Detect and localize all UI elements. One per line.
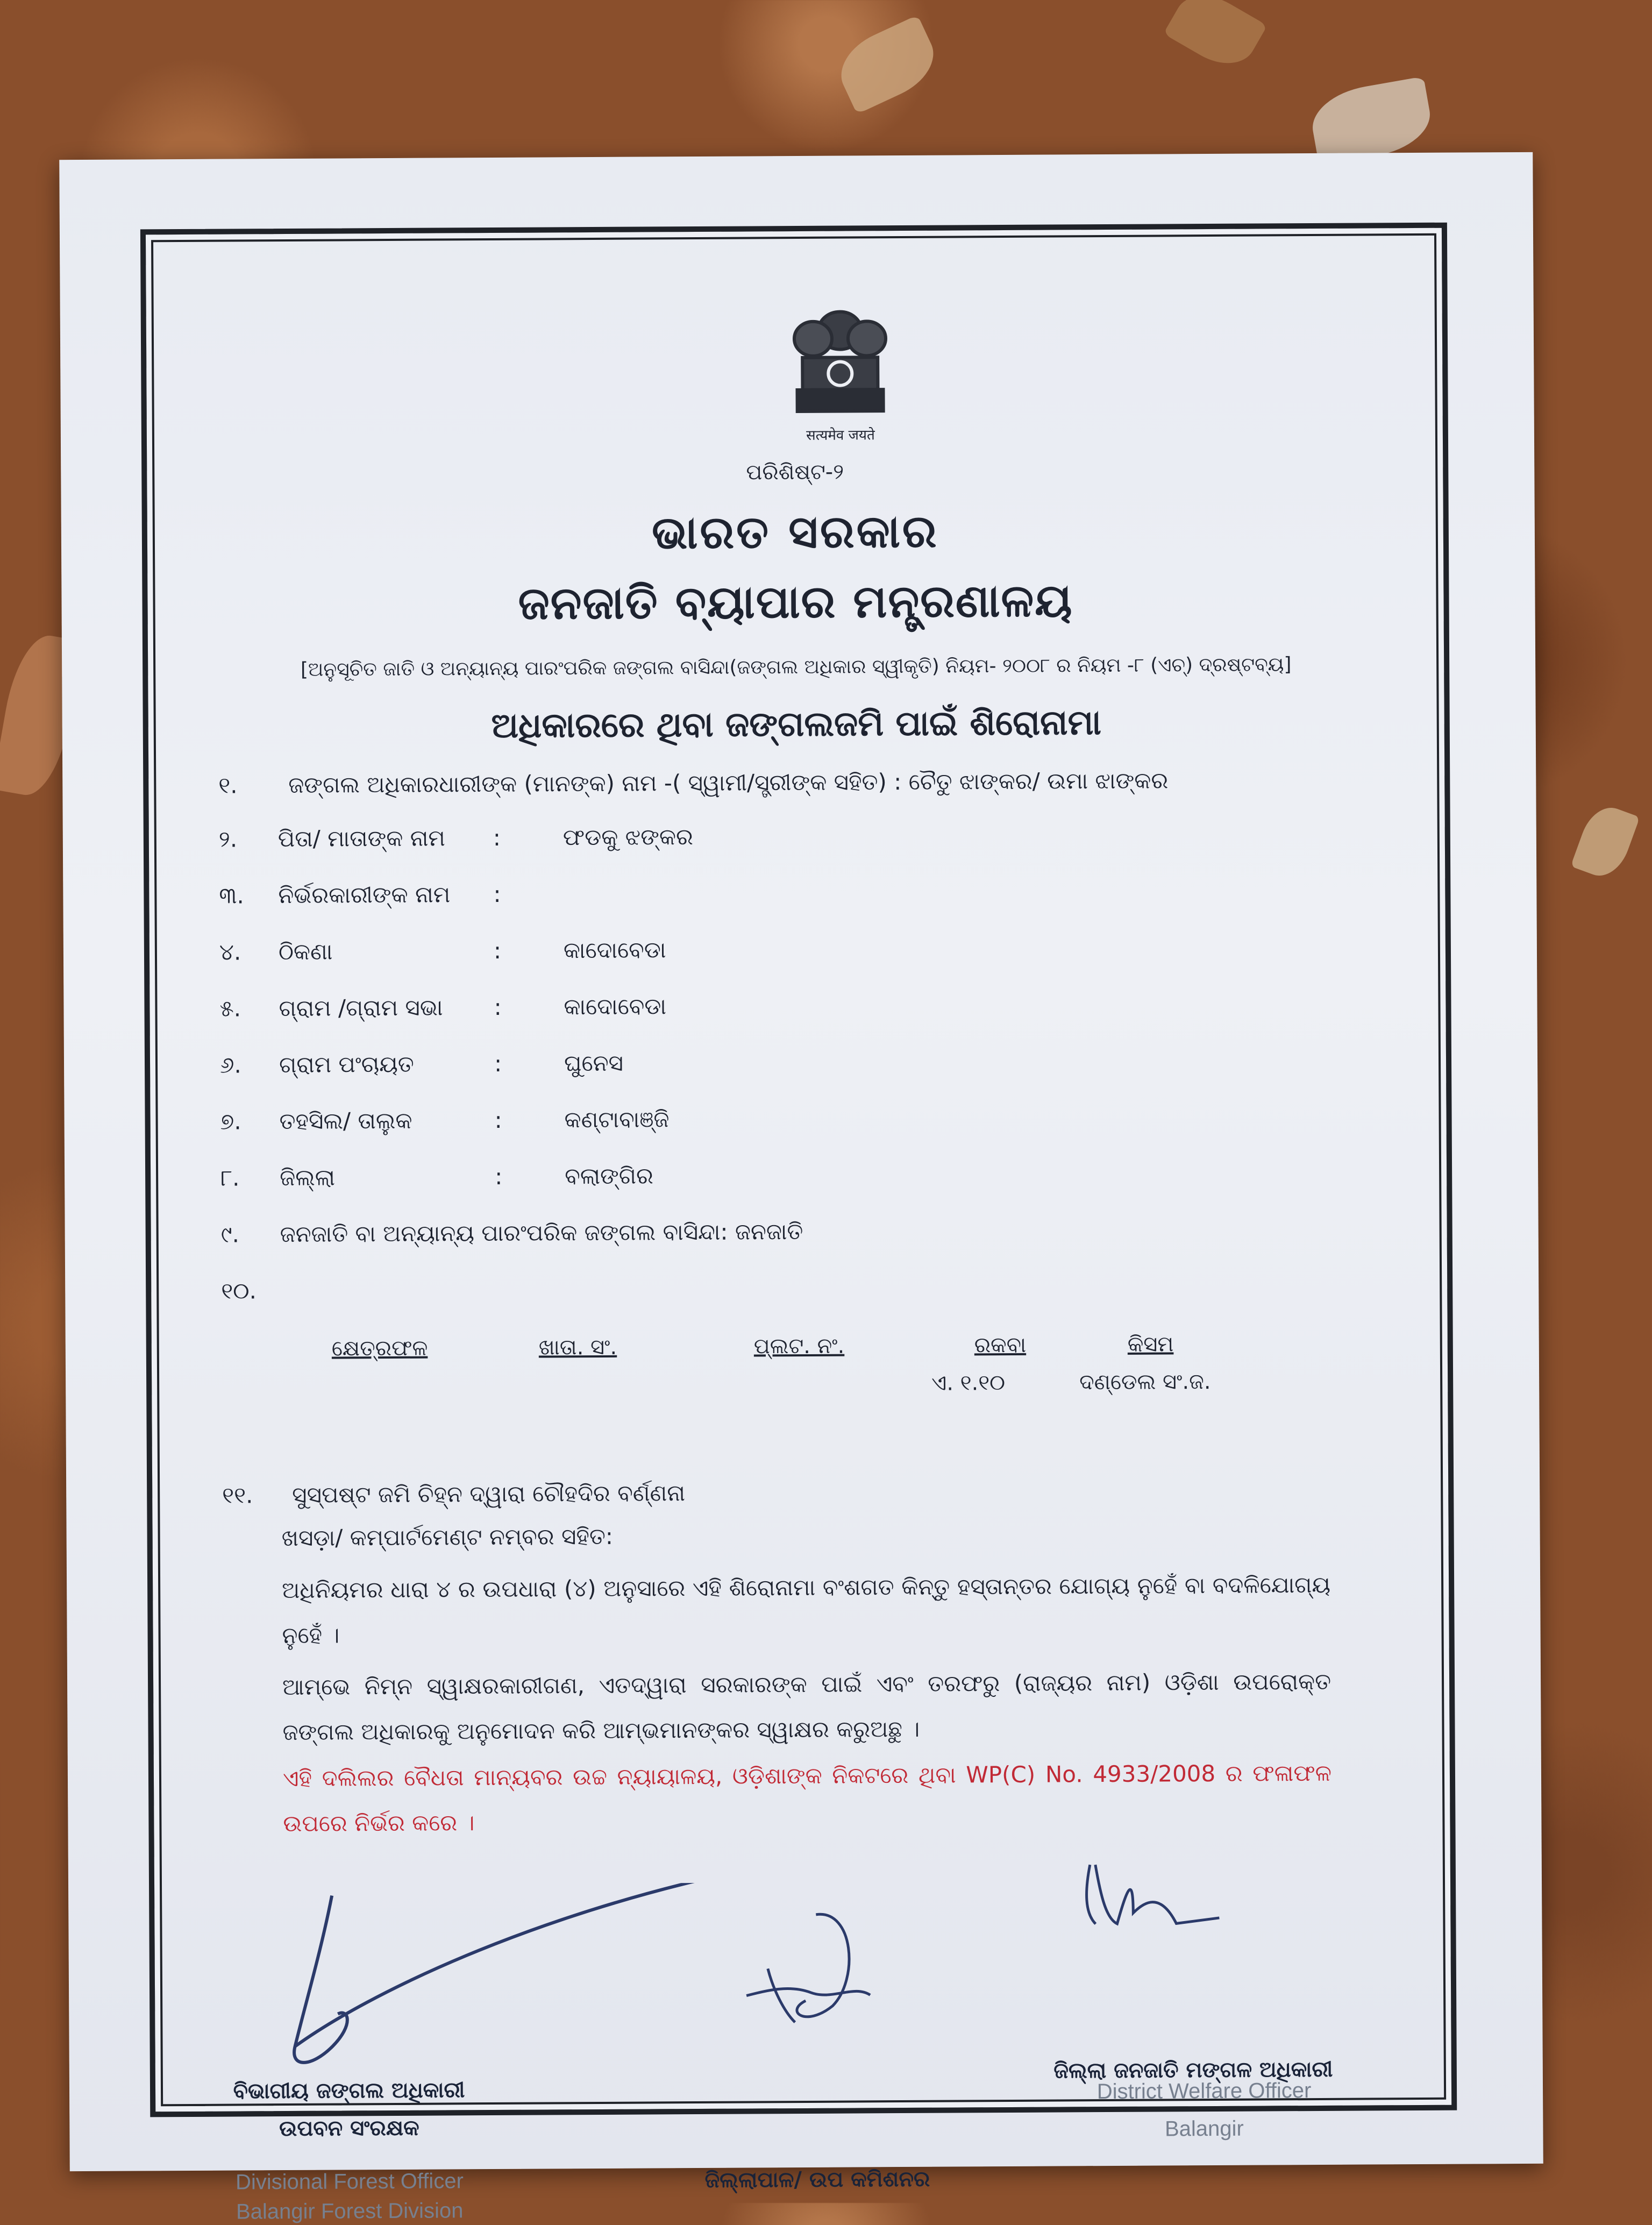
dry-leaf [830, 15, 945, 115]
field-value: ବଲାଙ୍ଗିର [565, 1162, 653, 1190]
field-value: କାଦୋବେଡା [564, 936, 666, 964]
government-title: ଭାରତ ସରକାର [147, 502, 1443, 563]
dwo-stamp-line: District Welfare Officer [1016, 2078, 1392, 2105]
table-cell: ଦଣ୍ଡେଲ ସଂ.ଜ. [1079, 1369, 1211, 1395]
field-value: କଣ୍ଟାବାଞ୍ଜି [564, 1106, 669, 1133]
field-label: ନିର୍ଭରକାରୀଙ୍କ ନାମ [278, 881, 450, 909]
field-number: ୫. [219, 995, 241, 1022]
emblem-motto: सत्यमेव जयते [787, 424, 894, 444]
field-value: ଫଡକୁ ଝଙ୍କର [563, 823, 693, 851]
field-value: କାଦୋବେଡା [564, 993, 666, 1020]
field-colon: : [494, 994, 501, 1020]
field-colon: : [493, 881, 501, 907]
section-paragraph: ଆମ୍ଭେ ନିମ୍ନ ସ୍ୱାକ୍ଷରକାରୀଗଣ, ଏତଦ୍ୱାରା ସରକାରଙ୍କ ପାଇଁ ଏବଂ ତରଫରୁ (ରାଜ୍ୟର ନାମ) ଓଡ଼ିଶା ଉପରୋକ୍ତ ଜଙ୍ଗଲ ଅଧିକାରକୁ ଅନୁମୋଦନ କରି ଆମ୍ଭମାନଙ୍କର ସ୍ୱାକ୍ଷର କରୁଅଛୁ । [282, 1659, 1331, 1755]
document-body [146, 228, 1442, 235]
field-label: ଜିଲ୍ଲା [280, 1164, 335, 1192]
fields-list [218, 766, 1377, 1310]
national-emblem-icon [770, 298, 910, 422]
field-label: ପିତା/ ମାତାଙ୍କ ନାମ [278, 824, 445, 852]
table-header: ଖାତା. ସଂ. [539, 1335, 617, 1360]
field-colon: : [495, 1163, 502, 1190]
dwo-stamp-line: Balangir [1016, 2116, 1392, 2142]
field-label: ଜଙ୍ଗଲ ଅଧିକାରଧାରୀଙ୍କ (ମାନଙ୍କ) ନାମ -( ସ୍ୱାମୀ/ସ୍ତ୍ରୀଙ୍କ ସହିତ) : ଚୈତୁ ଝାଙ୍କର/ ଉମା ଝାଙ୍କର [288, 767, 1168, 799]
signature-dwo [1069, 1853, 1230, 1940]
ministry-title: ଜନଜାତି ବ୍ୟାପାର ମନ୍ତ୍ରଣାଳୟ [147, 572, 1443, 632]
field-number: ୬. [220, 1051, 241, 1078]
section-paragraph: ଅଧିନିୟମର ଧାରା ୪ ର ଉପଧାରା (୪) ଅନୁସାରେ ଏହି ଶିରୋନାମା ବଂଶଗତ କିନ୍ତୁ ହସ୍ତାନ୍ତର ଯୋଗ୍ୟ ନୁହେଁ ବା ବଦଳିଯୋଗ୍ୟ ନୁହେଁ । [282, 1562, 1331, 1658]
field-value: ଘୁନେସ [564, 1050, 623, 1077]
field-label: ତହସିଲ/ ତାଲୁକ [279, 1107, 412, 1135]
field-number: ୧୦. [221, 1277, 257, 1304]
field-number: ୭. [220, 1108, 241, 1135]
field-number: ୩. [219, 882, 244, 909]
field-number: ୮. [220, 1164, 240, 1191]
document-border [140, 223, 1457, 2117]
field-colon: : [494, 937, 501, 964]
rule-reference: [ଅନୁସୂଚିତ ଜାତି ଓ ଅନ୍ୟାନ୍ୟ ପାରଂପରିକ ଜଙ୍ଗଲ ବାସିନ୍ଦା(ଜଙ୍ଗଲ ଅଧିକାର ସ୍ୱୀକୃତି) ନିୟମ- ୨୦୦୮ ର ନିୟମ -୮ (ଏଚ୍) ଦ୍ରଷ୍ଟବ୍ୟ] [148, 653, 1444, 683]
section-heading: ସୁସ୍ପଷ୍ଟ ଜମି ଚିହ୍ନ ଦ୍ୱାରା ଚୌହଦିର ବର୍ଣ୍ଣନା [292, 1480, 685, 1514]
table-cell: ଏ. ୧.୧୦ [931, 1370, 1005, 1396]
dfo-stamp-line: Divisional Forest Officer [188, 2169, 511, 2195]
section-number: ୧୧. [222, 1482, 253, 1514]
collector-title-odia: ଜିଲ୍ଲାପାଳ/ ଉପ କମିଶନର [629, 2166, 1006, 2193]
document-title: ଅଧିକାରରେ ଥିବା ଜଙ୍ଗଲଜମି ପାଇଁ ଶିରୋନାମା [148, 701, 1444, 748]
dwo-title-odia: ଜିଲ୍ଲା ଜନଜାତି ମଙ୍ଗଳ ଅଧିକାରୀ [1005, 2057, 1382, 2084]
table-header: ରକବା [974, 1333, 1027, 1358]
certificate-paper [59, 152, 1543, 2171]
field-number: ୪. [219, 939, 241, 965]
dry-leaf [1163, 0, 1268, 77]
acf-title-odia: ଉପବନ ସଂରକ୍ଷକ [188, 2115, 510, 2142]
field-number: ୧. [218, 772, 237, 799]
table-header: କିସମ [1128, 1332, 1174, 1356]
field-colon: : [494, 1050, 502, 1077]
dfo-stamp-line: Balangir Forest Division [188, 2199, 511, 2224]
field-label: ଜନଜାତି ବା ଅନ୍ୟାନ୍ୟ ପାରଂପରିକ ଜଙ୍ଗଲ ବାସିନ୍ଦା: ଜନଜାତି [280, 1218, 803, 1248]
section-subheading: ଖସଡ଼ା/ କମ୍ପାର୍ଟମେଣ୍ଟ ନମ୍ବର ସହିତ: [282, 1523, 614, 1557]
court-note: ଏହି ଦଲିଲର ବୈଧତା ମାନ୍ୟବର ଉଚ୍ଚ ନ୍ୟାୟାଳୟ, ଓଡ଼ିଶାଙ୍କ ନିକଟରେ ଥିବା WP(C) No. 4933/2008 ର ଫଳାଫଳ ଉପରେ ନିର୍ଭର କରେ । [283, 1751, 1332, 1846]
table-header: ପ୍ଲଟ. ନଂ. [754, 1334, 845, 1359]
dry-leaf [1570, 801, 1640, 883]
field-label: ଗ୍ରାମ ପଂଚାୟତ [279, 1051, 414, 1078]
field-label: ଗ୍ରାମ /ଗ୍ରାମ ସଭା [279, 994, 443, 1022]
signature-collector [724, 1903, 902, 2039]
field-colon: : [493, 824, 501, 851]
field-number: ୨. [219, 826, 238, 852]
field-colon: : [494, 1107, 502, 1133]
table-header: କ୍ଷେତ୍ରଫଳ [332, 1336, 428, 1361]
section-11 [222, 1476, 1380, 1912]
field-label: ଠିକଣା [279, 939, 333, 966]
dfo-title-odia: ବିଭାଗୀୟ ଜଙ୍ଗଲ ଅଧିକାରୀ [188, 2078, 510, 2104]
annex-label: ପରିଶିଷ୍ଟ-୨ [147, 457, 1443, 488]
land-table [152, 1331, 1448, 1424]
signature-dfo [262, 1883, 747, 2090]
field-number: ୯. [221, 1221, 239, 1248]
